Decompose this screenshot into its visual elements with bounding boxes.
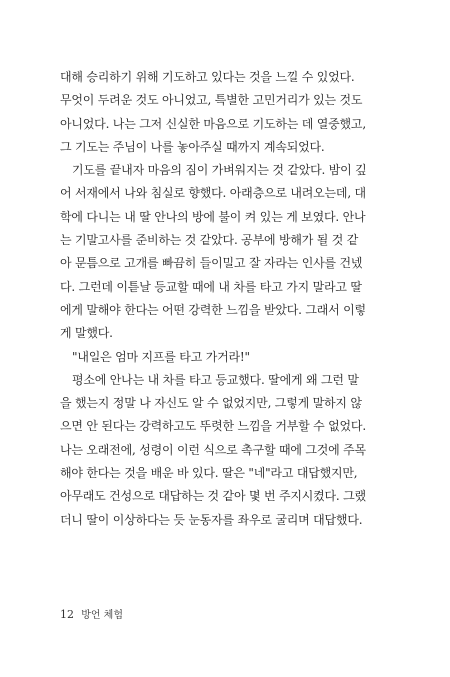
text-line: 어 서재에서 나와 침실로 향했다. 아래층으로 내려오는데, 대 bbox=[60, 186, 366, 201]
text-line: 기도를 끝내자 마음의 짐이 가벼워지는 것 같았다. 밤이 깊 bbox=[72, 163, 367, 178]
text-line: 아무래도 건성으로 대답하는 것 같아 몇 번 주지시켰다. 그랬 bbox=[60, 489, 366, 504]
text-line: 게 말했다. bbox=[60, 326, 113, 341]
book-title: 방언 체험 bbox=[81, 610, 124, 621]
text-line: 는 기말고사를 준비하는 것 같았다. 공부에 방해가 될 것 같 bbox=[60, 233, 359, 248]
text-line: 무엇이 두려운 것도 아니었고, 특별한 고민거리가 있는 것도 bbox=[60, 93, 363, 108]
text-line: 평소에 안나는 내 차를 타고 등교했다. 딸에게 왜 그런 말 bbox=[72, 372, 359, 387]
text-line: 학에 다니는 내 딸 안나의 방에 불이 켜 있는 게 보였다. 안나 bbox=[60, 209, 366, 224]
text-line: 그 기도는 주님이 나를 놓아주실 때까지 계속되었다. bbox=[60, 139, 325, 154]
text-line: 에게 말해야 한다는 어떤 강력한 느낌을 받았다. 그래서 이렇 bbox=[60, 302, 366, 317]
text-line: 을 했는지 정말 나 자신도 알 수 없었지만, 그렇게 말하지 않 bbox=[60, 396, 362, 411]
text-line: 해야 한다는 것을 배운 바 있다. 딸은 "네"라고 대답했지만, bbox=[60, 466, 358, 481]
text-line: 대해 승리하기 위해 기도하고 있다는 것을 느낄 수 있었다. bbox=[60, 70, 355, 84]
body-text bbox=[60, 66, 386, 532]
text-line: 아 문틈으로 고개를 빠끔히 들이밀고 잘 자라는 인사를 건넸 bbox=[60, 256, 363, 271]
page-number: 12 bbox=[60, 608, 74, 621]
page-footer bbox=[60, 606, 123, 621]
text-line: 으면 안 된다는 강력하고도 뚜렷한 느낌을 거부할 수 없었다. bbox=[60, 419, 366, 434]
text-line: 나는 오래전에, 성령이 이런 식으로 촉구할 때에 그것에 주목 bbox=[60, 442, 366, 457]
quote-line: "내일은 엄마 지프를 타고 가거라!" bbox=[72, 349, 250, 364]
text-line: 다. 그런데 이튿날 등교할 때에 내 차를 타고 가지 말라고 딸 bbox=[60, 279, 362, 294]
text-line: 아니었다. 나는 그저 신실한 마음으로 기도하는 데 열중했고, bbox=[60, 116, 366, 131]
text-line: 더니 딸이 이상하다는 듯 눈동자를 좌우로 굴리며 대답했다. bbox=[60, 512, 363, 527]
